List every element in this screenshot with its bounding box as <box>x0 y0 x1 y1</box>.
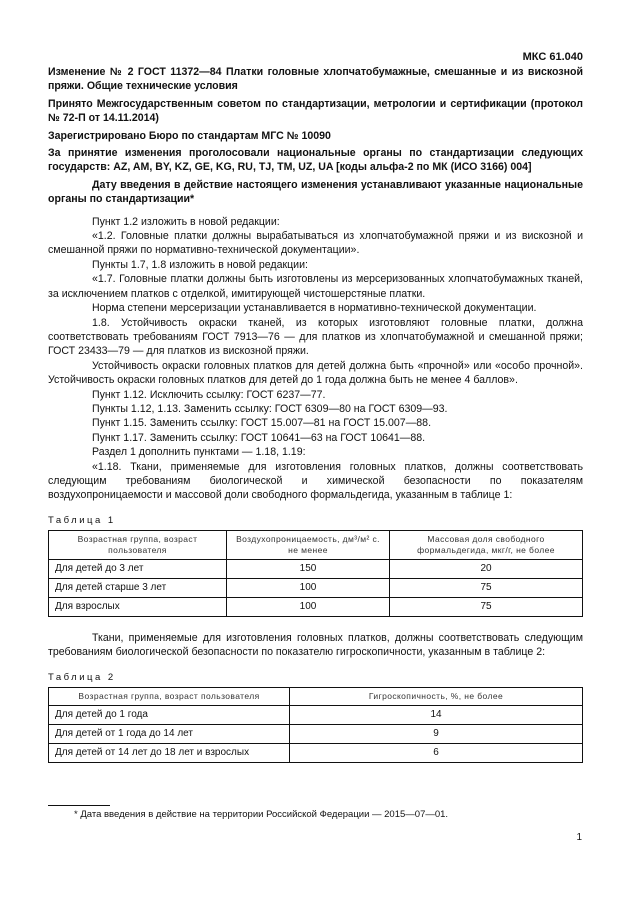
cell: 6 <box>290 743 583 762</box>
body-paragraph: «1.2. Головные платки должны вырабатываться из хлопчатобумажной пряжи и из вискозной и смешанной пряжи по нормативно-технической документации». <box>48 230 583 257</box>
table-header: Массовая доля свободного формальдегида, мкг/г, не более <box>390 530 583 559</box>
cell: Для детей до 3 лет <box>49 559 227 578</box>
body-paragraph: 1.8. Устойчивость окраски тканей, из которых изготовляют головные платки, должна соответствовать требованиям ГОСТ 7913—76 — для платков из хлопчатобумажной и смешанной пряжи; ГОСТ 23433—79 — для платков из вискозной пряжи. <box>48 316 583 358</box>
table-row <box>49 597 583 616</box>
cell: 9 <box>290 724 583 743</box>
cell: Для детей старше 3 лет <box>49 578 227 597</box>
cell: 100 <box>227 578 390 597</box>
cell: 75 <box>390 597 583 616</box>
table-row <box>49 705 583 724</box>
table-header: Гигроскопичность, %, не более <box>290 687 583 705</box>
voting-info: За принятие изменения проголосовали национальные органы по стандартизации следующих государств: AZ, AM, BY, KZ, GE, KG, RU, TJ, TM, UZ, UA [коды альфа-2 по МК (ИСО 3166) 004] <box>48 147 583 174</box>
paragraph-before-table2: Ткани, применяемые для изготовления головных платков, должны соответствовать следующим требованиям биологической безопасности по показателю гигроскопичности, указанным в таблице 2: <box>48 631 583 659</box>
body-paragraph: Устойчивость окраски головных платков для детей должна быть «прочной» или «особо прочной». Устойчивость окраски головных платков для детей до 1 года должна быть не менее 4 баллов». <box>48 359 583 387</box>
table-row <box>49 724 583 743</box>
footnote-divider <box>48 805 110 806</box>
table-header: Возрастная группа, возраст пользователя <box>49 687 290 705</box>
body-paragraph: Норма степени мерсеризации устанавливается в нормативно-технической документации. <box>92 302 537 315</box>
table-header: Воздухопроницаемость, дм³/м² с. не менее <box>227 530 390 559</box>
body-paragraph: Пункты 1.7, 1.8 изложить в новой редакции: <box>92 258 308 271</box>
page-content <box>48 50 583 763</box>
body-paragraph: Пункт 1.15. Заменить ссылку: ГОСТ 15.007—81 на ГОСТ 15.007—88. <box>92 417 432 430</box>
adoption-info: Принято Межгосударственным советом по стандартизации, метрологии и сертификации (протокол № 72-П от 14.11.2014) <box>48 97 583 125</box>
cell: Для детей до 1 года <box>49 705 290 724</box>
amendment-title: Изменение № 2 ГОСТ 11372—84 Платки головные хлопчатобумажные, смешанные и из вискозной пряжи. Общие технические условия <box>48 66 583 93</box>
table1-label: Таблица 1 <box>48 514 116 526</box>
body-paragraph: Раздел 1 дополнить пунктами — 1.18, 1.19: <box>92 446 306 459</box>
mks-code: МКС 61.040 <box>522 51 583 63</box>
table2-label: Таблица 2 <box>48 671 116 683</box>
cell: 150 <box>227 559 390 578</box>
effective-date-note: Дату введения в действие настоящего изменения устанавливают указанные национальные органы по стандартизации* <box>48 178 583 206</box>
body-paragraph: Пункт 1.17. Заменить ссылку: ГОСТ 10641—63 на ГОСТ 10641—88. <box>92 431 426 444</box>
cell: 100 <box>227 597 390 616</box>
body-paragraph: «1.18. Ткани, применяемые для изготовления головных платков, должны соответствовать следующим требованиям биологической и химической безопасности по показателям воздухопроницаемости и массовой доли свободного формальдегида, указанным в таблице 1: <box>48 460 583 502</box>
cell: 75 <box>390 578 583 597</box>
cell: Для детей от 14 лет до 18 лет и взрослых <box>49 743 290 762</box>
cell: 20 <box>390 559 583 578</box>
page-number: 1 <box>576 832 582 843</box>
cell: Для взрослых <box>49 597 227 616</box>
body-paragraph: Пункты 1.12, 1.13. Заменить ссылку: ГОСТ 6309—80 на ГОСТ 6309—93. <box>92 402 448 415</box>
table-row <box>49 559 583 578</box>
body-paragraph: Пункт 1.2 изложить в новой редакции: <box>92 215 280 228</box>
table-header: Возрастная группа, возраст пользователя <box>49 530 227 559</box>
table-row <box>49 578 583 597</box>
table-row <box>49 743 583 762</box>
registration-info: Зарегистрировано Бюро по стандартам МГС № 10090 <box>48 129 331 142</box>
body-paragraph: Пункт 1.12. Исключить ссылку: ГОСТ 6237—77. <box>92 388 326 401</box>
footnote: * Дата введения в действие на территории Российской Федерации — 2015—07—01. <box>74 809 449 820</box>
amendment-body <box>48 215 583 503</box>
table-1 <box>48 530 583 617</box>
body-paragraph: «1.7. Головные платки должны быть изготовлены из мерсеризованных хлопчатобумажных тканей, за исключением платков с отделкой, имитирующей чистошерстяные платки. <box>48 273 583 300</box>
cell: Для детей от 1 года до 14 лет <box>49 724 290 743</box>
table-2 <box>48 687 583 763</box>
cell: 14 <box>290 705 583 724</box>
